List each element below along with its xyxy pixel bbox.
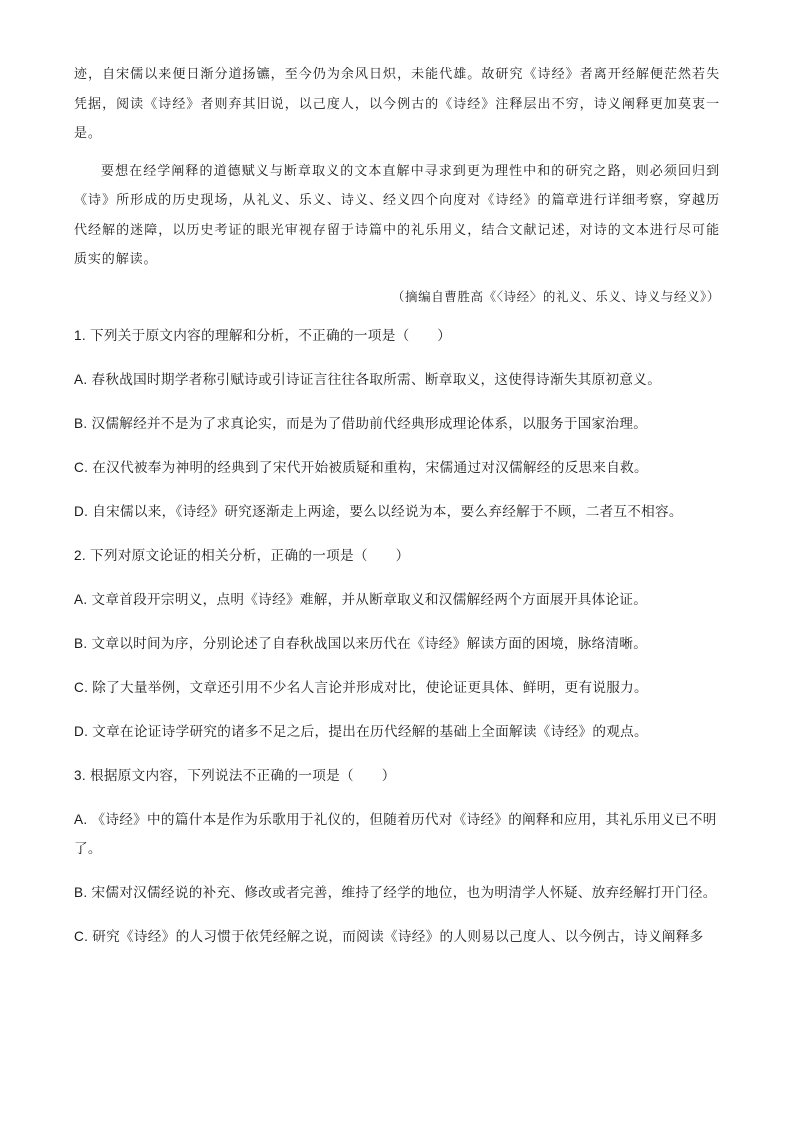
option-text: 春秋战国时期学者称引赋诗或引诗证言往往各取所需、断章取义，这使得诗渐失其原初意义。 <box>91 371 662 387</box>
question-1 <box>74 321 720 526</box>
question-3-option-a[interactable] <box>74 805 720 863</box>
option-text: 《诗经》中的篇什本是作为乐歌用于礼仪的，但随着历代对《诗经》的阐释和应用，其礼乐用义已不明了。 <box>74 811 717 856</box>
question-2-option-c[interactable] <box>74 673 720 702</box>
question-stem-text: 下列对原文论证的相关分析，正确的一项是（ ） <box>89 547 410 563</box>
option-text: 自宋儒以来，《诗经》研究逐渐走上两途，要么以经说为本，要么弃经解于不顾，二者互不相容。 <box>92 503 683 519</box>
option-key: B. <box>74 415 88 431</box>
option-text: 文章首段开宗明义，点明《诗经》难解，并从断章取义和汉儒解经两个方面展开具体论证。 <box>91 591 648 607</box>
passage-paragraph-1: 迹，自宋儒以来便日渐分道扬镳，至今仍为余风日炽，未能代雄。故研究《诗经》者离开经解便茫然若失凭据，阅读《诗经》者则弃其旧说，以己度人，以今例古的《诗经》注释层出不穷，诗义阐释更加莫衷一是。 <box>74 67 720 141</box>
option-key: C. <box>74 679 89 695</box>
option-text: 汉儒解经并不是为了求真论实，而是为了借助前代经典形成理论体系，以服务于国家治理。 <box>91 415 648 431</box>
question-number: 3. <box>74 767 86 783</box>
option-text: 文章在论证诗学研究的诸多不足之后，提出在历代经解的基础上全面解读《诗经》的观点。 <box>92 723 648 739</box>
question-2-stem <box>74 541 720 570</box>
question-number: 1. <box>74 327 86 343</box>
question-1-option-c[interactable] <box>74 453 720 482</box>
passage-paragraph-2: 要想在经学阐释的道德赋义与断章取义的文本直解中寻求到更为理性中和的研究之路，则必须回归到《诗》所形成的历史现场，从礼义、乐义、诗义、经义四个向度对《诗经》的篇章进行详细考察，穿越历代经解的迷障，以历史考证的眼光审视存留于诗篇中的礼乐用义，结合文献记述，对诗的文本进行尽可能质实的解读。 <box>74 163 720 267</box>
option-key: C. <box>74 928 89 944</box>
question-list <box>74 321 720 951</box>
option-key: D. <box>74 503 89 519</box>
question-3 <box>74 761 720 951</box>
question-3-option-b[interactable] <box>74 878 720 907</box>
option-key: D. <box>74 723 89 739</box>
option-key: C. <box>74 459 89 475</box>
question-2 <box>74 541 720 746</box>
option-key: A. <box>74 371 88 387</box>
passage-source: （摘编自曹胜高《〈诗经〉的礼义、乐义、诗义与经义》） <box>391 288 720 304</box>
option-text: 宋儒对汉儒经说的补充、修改或者完善，维持了经学的地位，也为明清学人怀疑、放弃经解打开门径。 <box>91 884 717 900</box>
question-1-option-a[interactable] <box>74 365 720 394</box>
option-text: 除了大量举例，文章还引用不少名人言论并形成对比，使论证更具体、鲜明，更有说服力。 <box>92 679 648 695</box>
option-text: 研究《诗经》的人习惯于依凭经解之说，而阅读《诗经》的人则易以己度人、以今例古，诗义阐释多 <box>92 928 704 944</box>
question-stem-text: 根据原文内容，下列说法不正确的一项是（ ） <box>89 767 396 783</box>
option-key: A. <box>74 591 88 607</box>
option-text: 在汉代被奉为神明的经典到了宋代开始被质疑和重构，宋儒通过对汉儒解经的反思来自救。 <box>92 459 648 475</box>
question-1-stem <box>74 321 720 350</box>
question-stem-text: 下列关于原文内容的理解和分析，不正确的一项是（ ） <box>89 327 452 343</box>
question-2-option-d[interactable] <box>74 717 720 746</box>
document-page <box>74 60 720 966</box>
option-key: A. <box>74 811 88 827</box>
question-number: 2. <box>74 547 86 563</box>
option-text: 文章以时间为序，分别论述了自春秋战国以来历代在《诗经》解读方面的困境，脉络清晰。 <box>91 635 648 651</box>
option-key: B. <box>74 635 88 651</box>
question-2-option-b[interactable] <box>74 629 720 658</box>
question-1-option-b[interactable] <box>74 409 720 438</box>
question-3-stem <box>74 761 720 790</box>
question-2-option-a[interactable] <box>74 585 720 614</box>
question-3-option-c[interactable] <box>74 922 720 951</box>
option-key: B. <box>74 884 88 900</box>
question-1-option-d[interactable] <box>74 497 720 526</box>
